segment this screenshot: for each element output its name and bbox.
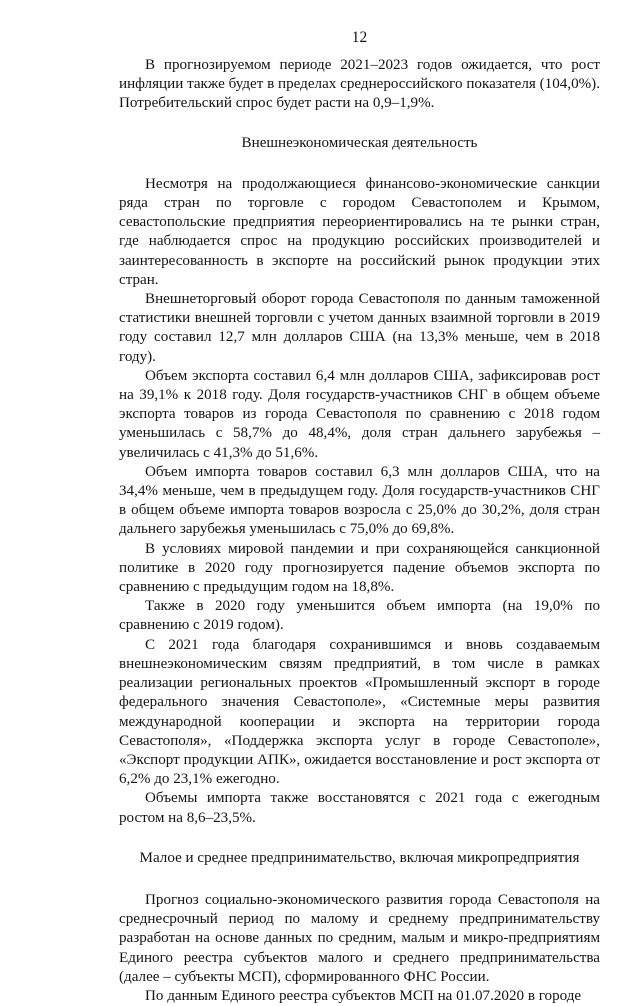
paragraph-sanctions: Несмотря на продолжающиеся финансово-экономические санкции ряда стран по торговле с городом Севастополем и Крымом, севастопольские предприятия переориентировались на те рынки стран, где наблюдается спрос на продукцию российских производителей и заинтересованность в экспорте на российский рынок продукции этих стран.	[119, 175, 600, 288]
paragraph-sme-forecast: Прогноз социально-экономического развития города Севастополя на среднесрочный период по малому и среднему предпринимательству разработан на основе данных по средним, малым и микро-предприятиям Единого реестра субъектов малого и среднего предпринимательства (далее – субъекты МСП), сформированного ФНС России.	[119, 891, 600, 985]
paragraph-trade-turnover: Внешнеторговый оборот города Севастополя по данным таможенной статистики внешней торговли с учетом данных взаимной торговли в 2019 году составил 12,7 млн долларов США (на 13,3% меньше, чем в 2018 году).	[119, 291, 600, 365]
paragraph-export-recovery: С 2021 года благодаря сохранившимся и вновь создаваемым внешнеэкономическим связям предприятий, в том числе в рамках реализации региональных проектов «Промышленный экспорт в городе федерального значения Севастополе», «Системные меры развития международной кооперации и экспорта на территории города Севастополя», «Поддержка экспорта услуг в городе Севастополе», «Экспорт продукции АПК», ожидается восстановление и рост экспорта от 6,2% до 23,1% ежегодно.	[119, 636, 600, 788]
paragraph-inflation-forecast: В прогнозируемом периоде 2021–2023 годов ожидается, что рост инфляции также будет в пределах среднероссийского показателя (104,0%). Потребительский спрос будет расти на 0,9–1,9%.	[119, 57, 600, 112]
paragraph-sme-registry: По данным Единого реестра субъектов МСП на 01.07.2020 в городе	[145, 987, 582, 1004]
paragraph-import-decrease: Также в 2020 году уменьшится объем импорта (на 19,0% по сравнению с 2019 годом).	[119, 598, 600, 634]
paragraph-import-volume: Объем импорта товаров составил 6,3 млн долларов США, что на 34,4% меньше, чем в предыдущем году. Доля государств-участников СНГ в общем объеме импорта товаров возросла с 25,0% до 30,2%, доля стран дальнего зарубежья уменьшилась с 75,0% до 69,8%.	[119, 463, 600, 538]
section-heading-small-business: Малое и среднее предпринимательство, включая микропредприятия	[139, 849, 580, 866]
page-number: 12	[351, 29, 368, 46]
paragraph-export-volume: Объем экспорта составил 6,4 млн долларов США, зафиксировав рост на 39,1% к 2018 году. Доля государств-участников СНГ в общем объеме экспорта товаров из города Севастополя по сравнению с 2018 годом уменьшилась с 58,7% до 48,4%, доля стран дальнего зарубежья – увеличилась с 41,3% до 51,6%.	[119, 367, 600, 461]
paragraph-pandemic-forecast: В условиях мировой пандемии и при сохраняющейся санкционной политике в 2020 году прогнозируется падение объемов экспорта по сравнению с предыдущим годом на 18,8%.	[119, 540, 600, 596]
section-heading-foreign-trade: Внешнеэкономическая деятельность	[241, 134, 478, 151]
paragraph-import-recovery: Объемы импорта также восстановятся с 2021 года с ежегодным ростом на 8,6–23,5%.	[119, 790, 600, 826]
